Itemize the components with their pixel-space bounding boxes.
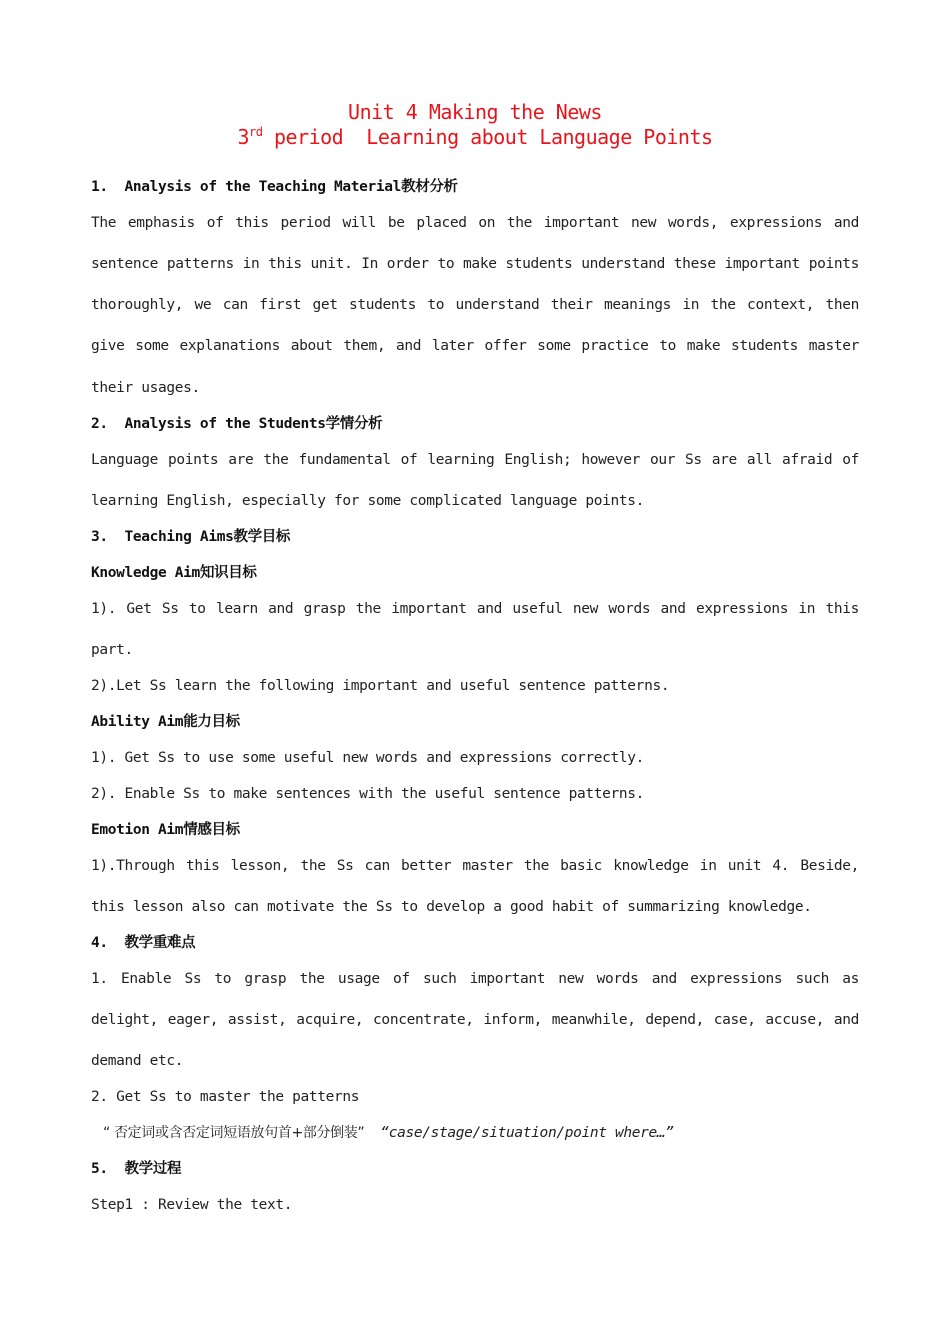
emotion-aim-heading-cn: 情感目标 xyxy=(183,822,240,838)
ability-aim-line: 2). Enable Ss to make sentences with the useful sentence patterns. xyxy=(91,786,645,802)
pattern-case-where: “case/stage/situation/point where…” xyxy=(380,1125,674,1141)
period-ordinal-suffix: rd xyxy=(248,125,263,139)
section-1-line: sentence patterns in this unit. In order to make students understand these important points xyxy=(91,256,859,272)
emotion-aim-line: 1).Through this lesson, the Ss can better master the basic knowledge in unit 4. Beside, xyxy=(91,858,859,874)
section-2-line: learning English, especially for some complicated language points. xyxy=(91,493,645,509)
section-1-heading-en: 1. Analysis of the Teaching Material xyxy=(91,179,402,195)
section-1-line: The emphasis of this period will be placed on the important new words, expressions and xyxy=(91,215,859,231)
ability-aim-line: 1). Get Ss to use some useful new words and expressions correctly. xyxy=(91,750,645,766)
emotion-aim-heading-en: Emotion Aim xyxy=(91,822,184,838)
section-5-heading-cn: 教学过程 xyxy=(124,1161,182,1177)
section-3-heading xyxy=(91,528,859,546)
period-number: 3 xyxy=(237,125,249,149)
sentence-patterns xyxy=(103,1124,803,1142)
pattern-inversion: “ 否定词或含否定词短语放句首+部分倒装” xyxy=(103,1125,365,1141)
section-4-line: demand etc. xyxy=(91,1053,184,1069)
section-1-line: give some explanations about them, and later offer some practice to make students master xyxy=(91,338,859,354)
knowledge-aim-line: 1). Get Ss to learn and grasp the important and useful new words and expressions in this xyxy=(91,601,859,617)
section-3-heading-en: 3. Teaching Aims xyxy=(91,529,234,545)
section-5-heading-en: 5. xyxy=(91,1161,125,1177)
section-5-heading xyxy=(91,1160,859,1178)
knowledge-aim-heading xyxy=(91,564,859,582)
knowledge-aim-line: 2).Let Ss learn the following important and useful sentence patterns. xyxy=(91,678,670,694)
section-3-heading-cn: 教学目标 xyxy=(233,529,291,545)
ability-aim-heading-en: Ability Aim xyxy=(91,714,184,730)
period-title xyxy=(0,125,950,149)
section-2-heading-en: 2. Analysis of the Students xyxy=(91,416,326,432)
section-2-heading-cn: 学情分析 xyxy=(325,416,383,432)
emotion-aim-heading xyxy=(91,821,859,839)
section-1-heading-cn: 教材分析 xyxy=(401,179,458,195)
section-4-line: delight, eager, assist, acquire, concentrate, inform, meanwhile, depend, case, accuse, and xyxy=(91,1012,859,1028)
unit-title: Unit 4 Making the News xyxy=(348,100,602,124)
knowledge-aim-heading-cn: 知识目标 xyxy=(199,565,257,581)
section-4-line: 1. Enable Ss to grasp the usage of such important new words and expressions such as xyxy=(91,971,859,987)
section-4-heading-en: 4. xyxy=(91,935,125,951)
knowledge-aim-heading-en: Knowledge Aim xyxy=(91,565,200,581)
emotion-aim-line: this lesson also can motivate the Ss to develop a good habit of summarizing knowledge. xyxy=(91,899,812,915)
section-1-heading xyxy=(91,178,859,196)
ability-aim-heading xyxy=(91,713,859,731)
period-title-text: period Learning about Language Points xyxy=(262,125,713,149)
ability-aim-heading-cn: 能力目标 xyxy=(183,714,240,730)
section-4-heading-cn: 教学重难点 xyxy=(124,935,196,951)
section-4-line: 2. Get Ss to master the patterns xyxy=(91,1089,360,1105)
section-2-line: Language points are the fundamental of learning English; however our Ss are all afraid of xyxy=(91,452,859,468)
section-5-line: Step1 : Review the text. xyxy=(91,1197,293,1213)
section-1-line: thoroughly, we can first get students to understand their meanings in the context, then xyxy=(91,297,859,313)
section-2-heading xyxy=(91,415,859,433)
section-4-heading xyxy=(91,934,859,952)
knowledge-aim-line: part. xyxy=(91,642,133,658)
section-1-line: their usages. xyxy=(91,380,200,396)
